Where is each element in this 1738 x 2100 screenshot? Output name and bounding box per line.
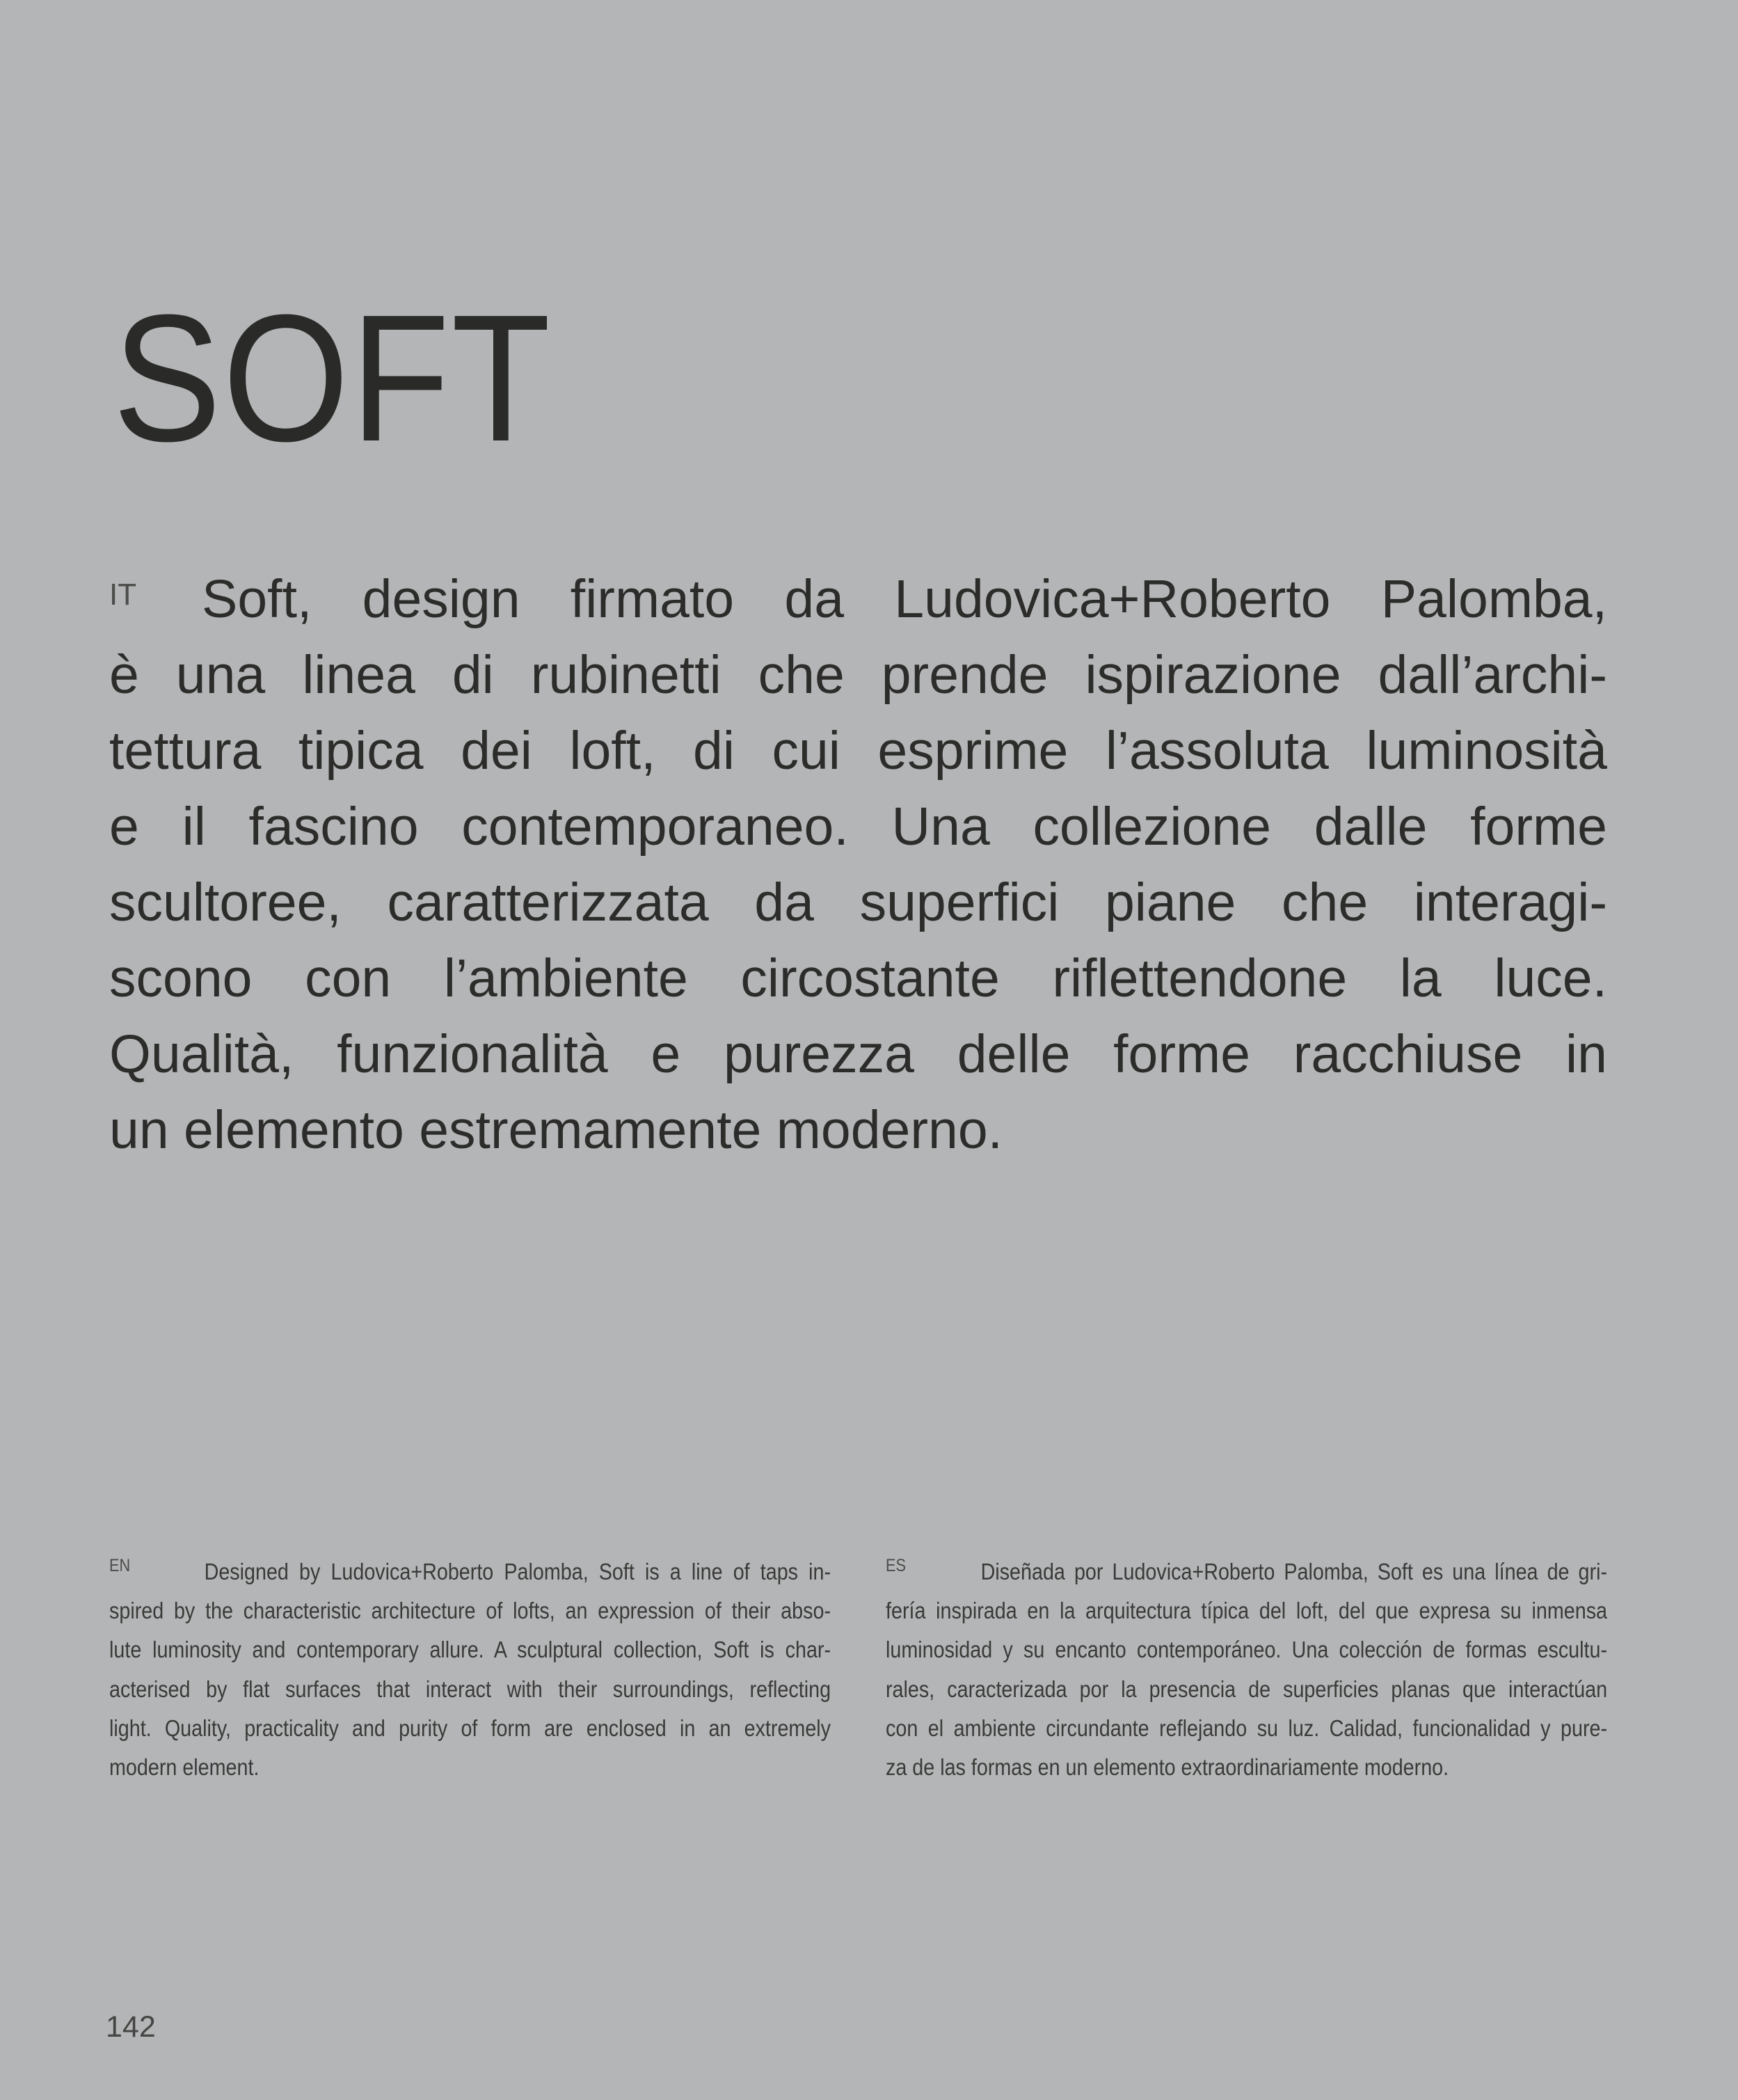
translation-paragraph-english [109, 1546, 831, 1787]
en-paragraph-line [109, 1630, 831, 1669]
page-number: 142 [106, 2010, 156, 2044]
en-paragraph-line [109, 1748, 831, 1787]
en-paragraph-line [109, 1591, 831, 1630]
it-paragraph-line [109, 1092, 1607, 1168]
es-paragraph-line [886, 1670, 1607, 1709]
es-paragraph-text: luminosidad y su encanto contemporáneo. Una colección de formas escultu- [886, 1637, 1608, 1663]
it-paragraph-line [109, 637, 1607, 713]
en-paragraph-text: acterised by flat surfaces that interact with their surroundings, reflecting [109, 1676, 831, 1702]
es-paragraph-text: rales, caracterizada por la presencia de superficies planas que interactúan [886, 1676, 1608, 1702]
it-paragraph-text: Soft, design firmato da Ludovica+Roberto Palomba, [202, 569, 1607, 629]
en-paragraph-line [109, 1709, 831, 1748]
en-paragraph-text: spired by the characteristic architecture of lofts, an expression of their abso- [109, 1598, 831, 1624]
es-paragraph-language-marker: ES [886, 1556, 907, 1575]
it-paragraph-line [109, 713, 1607, 789]
it-paragraph-text: tettura tipica dei loft, di cui esprime l’assoluta luminosità [109, 721, 1607, 781]
it-paragraph-line [109, 941, 1607, 1017]
es-paragraph-text: Diseñada por Ludovica+Roberto Palomba, Soft es una línea de gri- [980, 1559, 1608, 1584]
it-paragraph-language-marker: IT [109, 578, 137, 612]
it-paragraph-line [109, 557, 1607, 637]
it-paragraph-text: è una linea di rubinetti che prende ispirazione dall’archi- [109, 645, 1607, 705]
es-paragraph-text: za de las formas en un elemento extraordinariamente moderno. [886, 1754, 1449, 1781]
en-paragraph-line [109, 1546, 831, 1591]
it-paragraph-line [109, 789, 1607, 865]
es-paragraph-text: con el ambiente circundante reflejando su luz. Calidad, funcionalidad y pure- [886, 1715, 1608, 1741]
en-paragraph-language-marker: EN [109, 1556, 131, 1575]
es-paragraph-line [886, 1630, 1607, 1669]
it-paragraph-text: scultoree, caratterizzata da superfici piane che interagi- [109, 873, 1607, 932]
es-paragraph-line [886, 1748, 1607, 1787]
en-paragraph-text: light. Quality, practicality and purity of form are enclosed in an extremely [109, 1715, 831, 1741]
es-paragraph-line [886, 1591, 1607, 1630]
it-paragraph-line [109, 865, 1607, 941]
it-paragraph-text: un elemento estremamente moderno. [109, 1100, 1003, 1160]
collection-title: SOFT [113, 278, 552, 480]
es-paragraph-line [886, 1709, 1607, 1748]
es-paragraph-text: fería inspirada en la arquitectura típica del loft, del que expresa su inmensa [886, 1598, 1608, 1624]
en-paragraph-line [109, 1670, 831, 1709]
it-paragraph-text: Qualità, funzionalità e purezza delle forme racchiuse in [109, 1024, 1607, 1084]
en-paragraph-text: lute luminosity and contemporary allure. A sculptural collection, Soft is char- [109, 1637, 831, 1663]
translation-paragraph-spanish [886, 1546, 1607, 1787]
it-paragraph-line [109, 1017, 1607, 1092]
en-paragraph-text: Designed by Ludovica+Roberto Palomba, Soft is a line of taps in- [204, 1559, 831, 1584]
it-paragraph-text: scono con l’ambiente circostante riflettendone la luce. [109, 948, 1607, 1008]
en-paragraph-text: modern element. [109, 1754, 260, 1781]
intro-paragraph-italian [109, 557, 1607, 1168]
it-paragraph-text: e il fascino contemporaneo. Una collezione dalle forme [109, 797, 1607, 857]
es-paragraph-line [886, 1546, 1607, 1591]
